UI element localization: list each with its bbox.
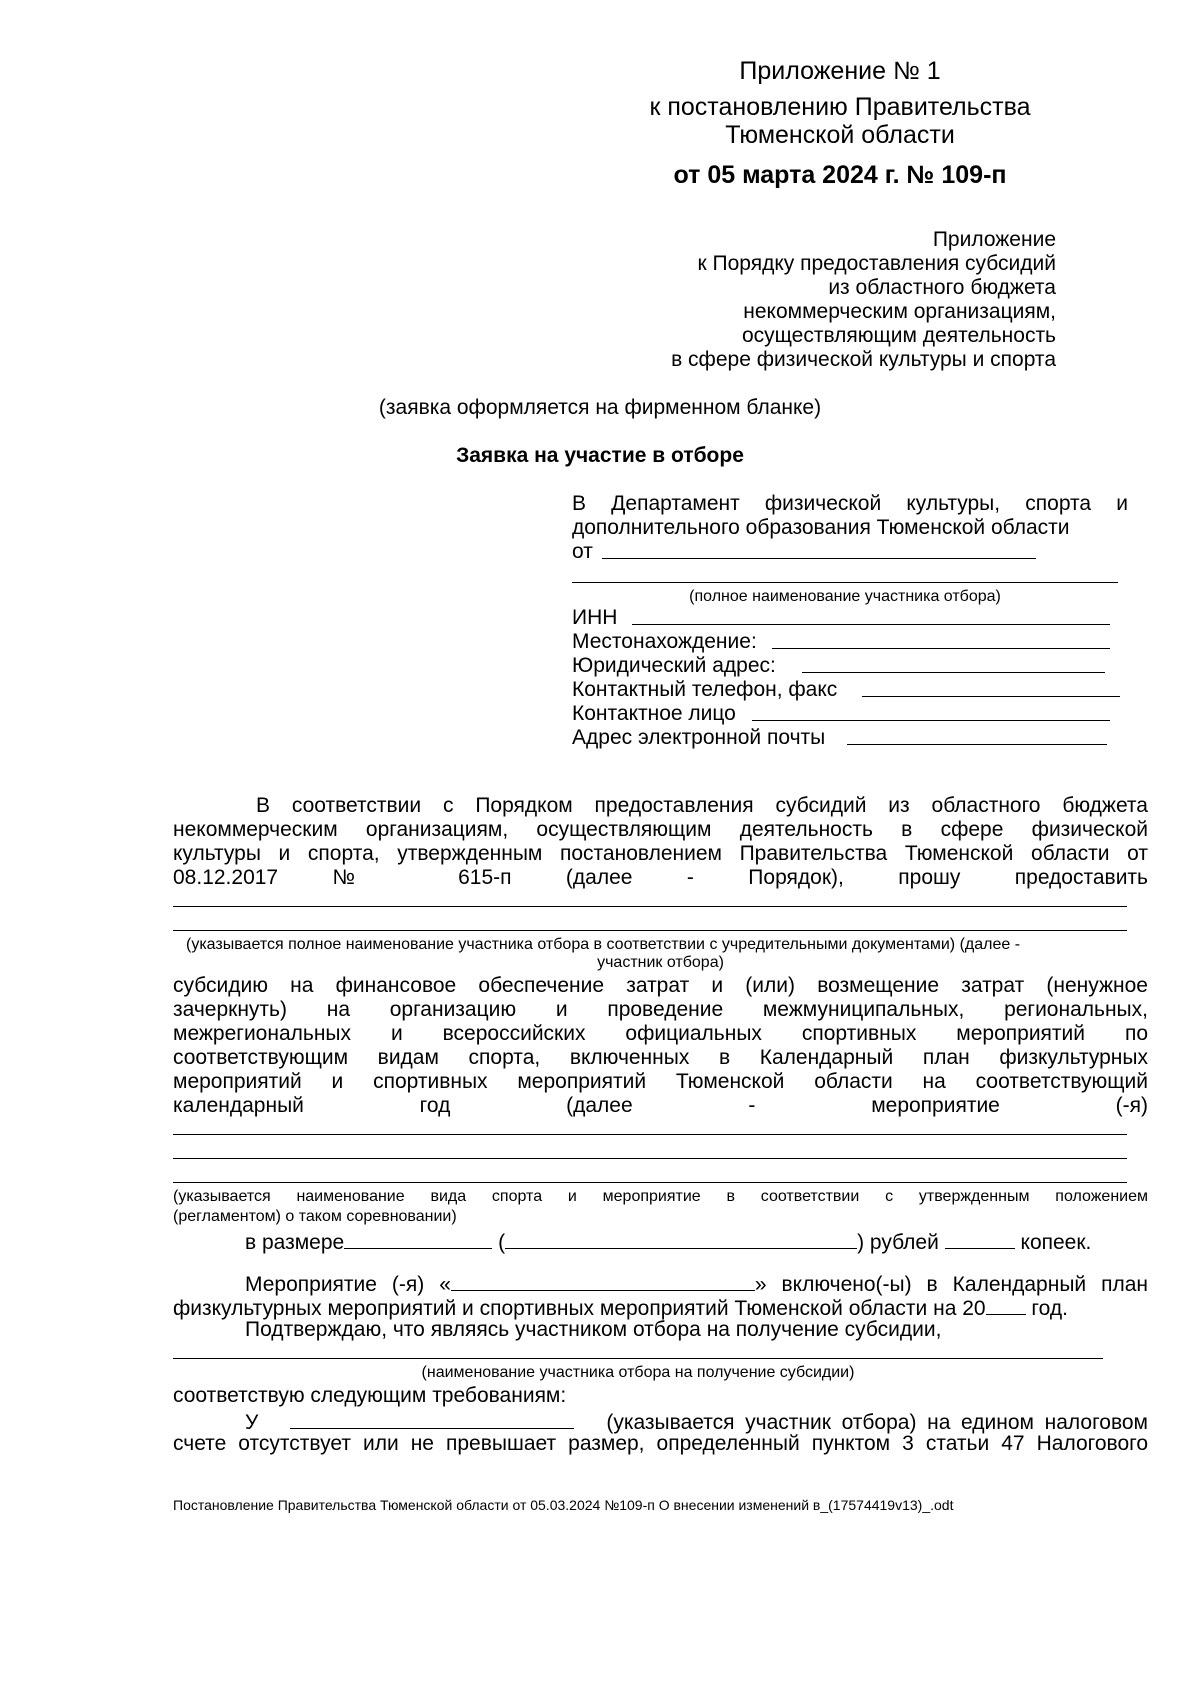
addressee-line-2: дополнительного образования Тюменской области [572,516,1070,539]
legal-address-field[interactable] [802,672,1105,673]
inn-label: ИНН [572,606,618,629]
requirements-line: соответствую следующим требованиям: [173,1384,567,1407]
sport-hint-2: (регламентом) о таком соревновании) [173,1208,457,1225]
sport-event-field-1[interactable] [173,1134,1127,1135]
sport-event-field-3[interactable] [173,1182,1127,1183]
inn-field[interactable] [632,624,1110,625]
sub-appendix-line: к Порядку предоставления субсидий [697,252,1056,275]
page-footer: Постановление Правительства Тюменской области от 05.03.2024 №109-п О внесении изменений в_(17574419v13)_.odt [173,1497,954,1513]
location-label: Местонахождение: [572,630,757,653]
body-paragraph-line: зачеркнуть) на организацию и проведение межмуниципальных, региональных, [173,998,1148,1021]
sub-appendix-line: Приложение [932,228,1056,251]
event-name-field[interactable] [451,1270,755,1291]
sport-event-field-2[interactable] [173,1158,1127,1159]
document-title: Заявка на участие в отборе [456,444,744,467]
email-label: Адрес электронной почты [572,726,826,749]
sport-hint-1: (указывается наименование вида спорта и мероприятие в соответствии с утвержденным положением [173,1188,1148,1205]
resolution-date-number: от 05 марта 2024 г. № 109-п [673,161,1007,189]
amount-line: в размере ( ) рублей копеек. [245,1228,1091,1255]
phone-fax-label: Контактный телефон, факс [572,678,838,701]
amount-words-field[interactable] [505,1228,857,1249]
phone-fax-field[interactable] [862,696,1120,697]
appendix-number: Приложение № 1 [739,57,941,85]
event-year-field[interactable] [986,1294,1026,1315]
resolution-line-1: к постановлению Правительства [649,93,1031,121]
from-label: от [572,540,593,563]
body-paragraph-line: некоммерческим организациям, осуществляющим деятельность в сфере физической [173,818,1148,841]
body-paragraph-line: межрегиональных и всероссийских официальных спортивных мероприятий по [173,1022,1148,1045]
participant-hint-1: (указывается полное наименование участника отбора в соответствии с учредительными документами) (далее - [186,936,1021,953]
participant-confirm-hint: (наименование участника отбора на получение субсидии) [421,1364,855,1381]
body-paragraph-line: мероприятий и спортивных мероприятий Тюменской области на соответствующий [173,1070,1148,1093]
participant-name-field[interactable] [173,906,1127,907]
resolution-line-2: Тюменской области [725,121,955,149]
amount-rubles-field[interactable] [344,1228,492,1249]
body-paragraph-line: календарный год (далее - мероприятие (-я) [173,1094,1148,1117]
body-paragraph-line: культуры и спорта, утвержденным постановлением Правительства Тюменской области от [173,842,1148,865]
body-paragraph-line: субсидию на финансовое обеспечение затрат и (или) возмещение затрат (ненужное [173,974,1148,997]
blank-note: (заявка оформляется на фирменном бланке) [378,396,822,419]
from-field[interactable] [602,558,1036,559]
amount-kopecks-field[interactable] [945,1228,1015,1249]
email-field[interactable] [847,744,1107,745]
body-paragraph-line: 08.12.2017 № 615-п (далее - Порядок), прошу предоставить [173,866,1148,889]
tax-line: У (указывается участник отбора) на едином налоговом [245,1408,1148,1435]
full-name-field[interactable] [572,582,1118,583]
contact-person-label: Контактное лицо [572,702,736,725]
contact-person-field[interactable] [752,720,1110,721]
location-field[interactable] [772,648,1110,649]
event-line: Мероприятие (-я) « » включено(-ы) в Календарный план [245,1270,1148,1297]
body-paragraph-line: соответствующим видам спорта, включенных в Календарный план физкультурных [173,1046,1148,1069]
sub-appendix-line: некоммерческим организациям, [743,300,1056,323]
legal-address-label: Юридический адрес: [572,654,776,677]
sub-appendix-line: в сфере физической культуры и спорта [671,348,1056,371]
full-name-hint: (полное наименование участника отбора) [689,588,1001,605]
participant-hint-2: участник отбора) [597,954,724,971]
confirm-line: Подтверждаю, что являясь участником отбора на получение субсидии, [245,1318,942,1341]
body-paragraph-line: В соответствии с Порядком предоставления субсидий из областного бюджета [256,794,1148,817]
participant-confirm-field[interactable] [173,1358,1103,1359]
participant-name-field-2[interactable] [173,930,1127,931]
sub-appendix-line: из областного бюджета [828,276,1056,299]
sub-appendix-line: осуществляющим деятельность [741,324,1056,347]
event-line-2: физкультурных мероприятий и спортивных мероприятий Тюменской области на 20 год. [173,1294,1068,1321]
addressee-line-1: В Департамент физической культуры, спорта и [572,492,1128,515]
tax-line-2: счете отсутствует или не превышает размер, определенный пунктом 3 статьи 47 Налогового [173,1432,1148,1455]
tax-participant-field[interactable] [290,1408,574,1429]
